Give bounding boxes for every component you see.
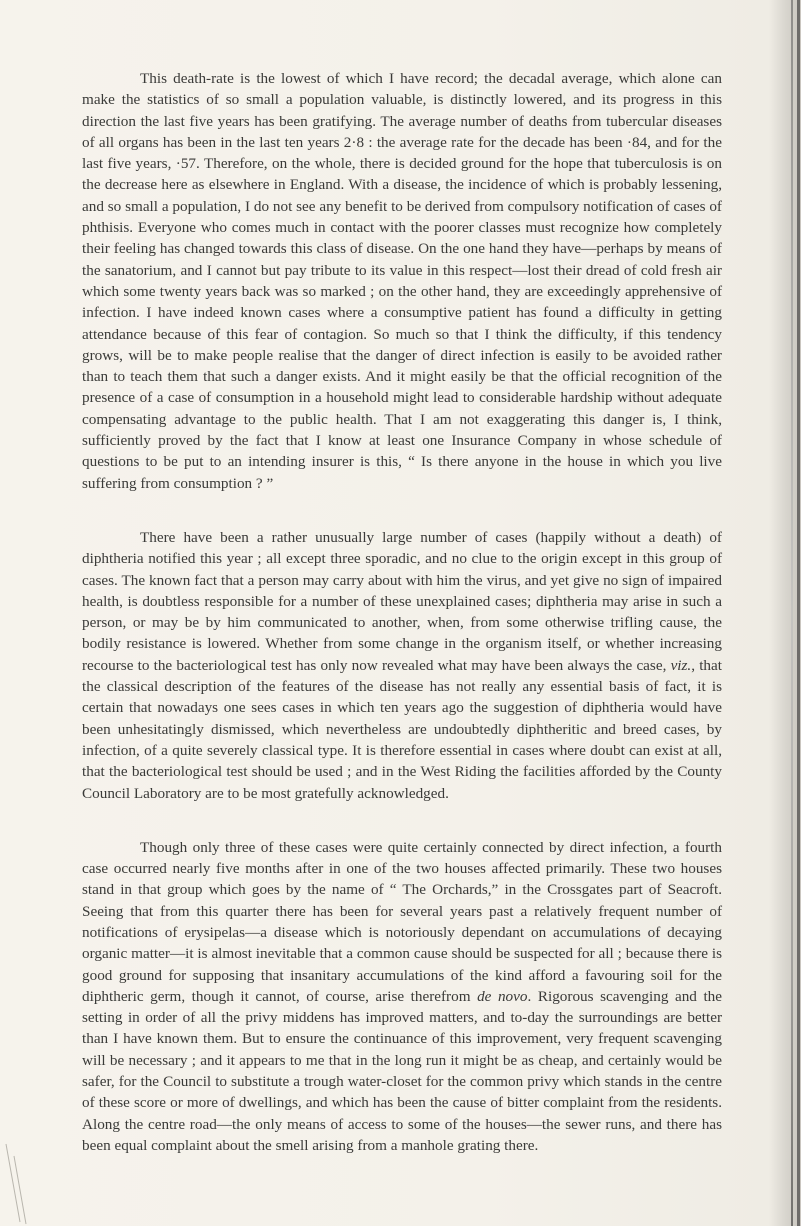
paragraph-diphtheria bbox=[82, 527, 722, 804]
paragraph-orchards bbox=[82, 837, 722, 1156]
paragraph-text: There have been a rather unusually large number of cases (happily without a death) of diphtheria notified this year ; all except three sporadic, and no clue to the origin except in this group of cases. The known fact that a person may carry about with him the virus, and yet give no sign of impaired health, is doubtless responsible for a number of these unexplained cases; diphtheria may arise in such a person, or may be by him communicated to another, when, from some otherwise trifling cause, the bodily resistance is lowered. Whether from some change in the organism itself, or whether increasing recourse to the bacteriological test has only now revealed what may have been always the case, bbox=[82, 528, 722, 674]
italic-term: viz. bbox=[670, 656, 692, 674]
page-binding-edge bbox=[797, 0, 800, 1226]
pencil-mark bbox=[0, 1136, 40, 1226]
paragraph-text: Though only three of these cases were quite certainly connected by direct infection, a fourth case occurred nearly five months after in one of the two houses affected primarily. These two houses stand in that group which goes by the name of “ The Orchards,” in the Crossgates part of Seacroft. Seeing that from this quarter there has been for several years past a relatively frequent number of notifications of erysipelas—a disease which is notoriously dependant on accumulations of decaying organic matter—it is almost inevitable that a common cause should be suspected for all ; because there is good ground for supposing that insanitary accumulations of the kind afford a favouring soil for the diphtheric germ, though it cannot, of course, arise therefrom bbox=[82, 838, 722, 1005]
body-text bbox=[82, 68, 722, 1189]
italic-term: de novo bbox=[477, 987, 528, 1005]
paragraph-text: . Rigorous scavenging and the setting in order of all the privy middens has improved matters, and to-day the surroundings are better than I have known them. But to ensure the continuance of this improvement, very frequent scavenging will be necessary ; and it appears to me that in the long run it might be as cheap, and certainly would be safer, for the Council to substitute a trough water-closet for the common privy which stands in the centre of these score or more of dwellings, and which has been the cause of bitter complaint from the residents. Along the centre road—the only means of access to some of the houses—the sewer runs, and there has been equal complaint about the smell arising from a manhole grating there. bbox=[82, 987, 722, 1154]
page-edge-shadow bbox=[791, 0, 793, 1226]
paragraph-text: , that the classical description of the features of the disease has not really any essential basis of fact, it is certain that nowadays one sees cases in which ten years ago the suggestion of diphtheria would have been unhesitatingly dismissed, which nevertheless are undoubtedly diphtheritic and breed cases, by infection, of a quite severely classical type. It is therefore essential in cases where doubt can exist at all, that the bacteriological test should be used ; and in the West Riding the facilities afforded by the County Council Laboratory are to be most gratefully acknowledged. bbox=[82, 656, 722, 802]
paragraph-text: This death-rate is the lowest of which I have record; the decadal average, which alone can make the statistics of so small a population valuable, is distinctly lowered, and its progress in this direction the last five years has been gratifying. The average number of deaths from tubercular diseases of all organs has been in the last ten years 2·8 : the average rate for the decade has been ·84, and for the last five years, ·57. Therefore, on the whole, there is decided ground for the hope that tuberculosis is on the decrease here as elsewhere in England. With a disease, the incidence of which is probably lessening, and so small a population, I do not see any benefit to be derived from compulsory notification of cases of phthisis. Everyone who comes much in contact with the poorer classes must recognize how completely their feeling has changed towards this class of disease. On the one hand they have—perhaps by means of the sanatorium, and I cannot but pay tribute to its value in this respect—lost their dread of cold fresh air which some twenty years back was so marked ; on the other hand, they are exceedingly apprehensive of infection. I have indeed known cases where a consumptive patient has found a difficulty in getting attendance because of this fear of contagion. So much so that I think the difficulty, if this tendency grows, will be to make people realise that the danger of direct infection is easily to be avoided rather than to teach them that such a danger exists. And it might easily be that the official recognition of the presence of a case of consumption in a household might lead to considerable hardship without adequate compensating advantage to the public health. That I am not exaggerating this danger is, I think, sufficiently proved by the fact that I know at least one Insurance Company in whose schedule of questions to be put to an intending insurer is this, “ Is there anyone in the house in which you live suffering from consumption ? ” bbox=[82, 70, 722, 492]
paragraph-tuberculosis bbox=[82, 68, 722, 494]
